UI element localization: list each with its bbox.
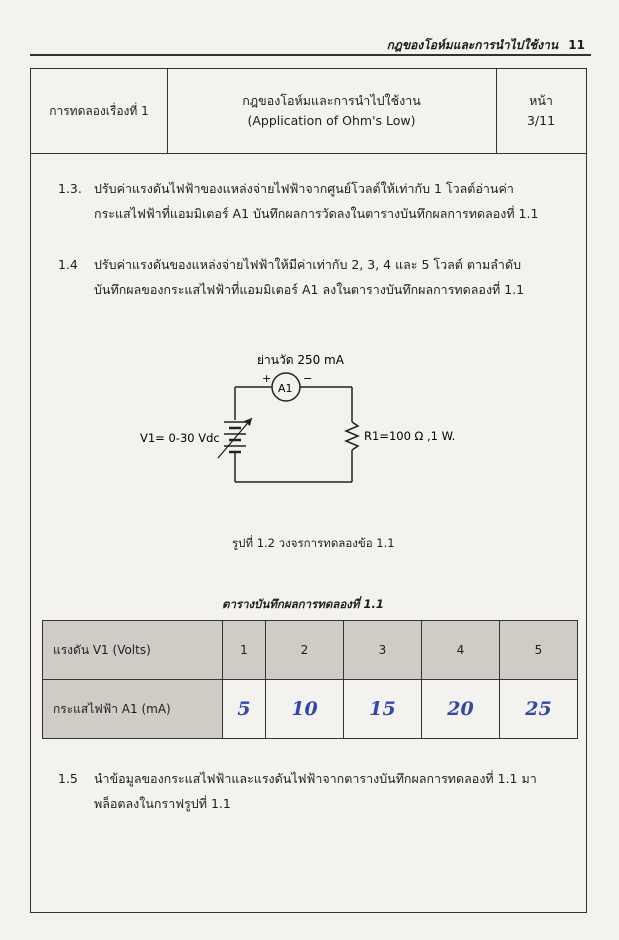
current-cell[interactable]: 5 — [223, 680, 266, 739]
results-table — [42, 620, 578, 739]
page-box — [497, 69, 585, 153]
circuit-diagram — [140, 350, 460, 500]
range-label: ย่านวัด 250 mA — [257, 353, 344, 367]
voltage-cell: 1 — [223, 621, 266, 680]
voltage-row-label: แรงดัน V1 (Volts) — [43, 621, 223, 680]
step-text: ปรับค่าแรงดันของแหล่งจ่ายไฟฟ้าให้มีค่าเท่ากับ 2, 3, 4 และ 5 โวลต์ ตามลำดับ บันทึกผลของกระแสไฟฟ้าที่แอมมิเตอร์ A1 ลงในตารางบันทึกผลการทดลองที่ 1.1 — [94, 257, 525, 297]
experiment-title — [167, 69, 497, 153]
step-1-5 — [58, 766, 548, 816]
page-number: 11 — [568, 38, 585, 52]
page-label: หน้า — [529, 93, 553, 108]
current-cell[interactable]: 15 — [343, 680, 421, 739]
resistor-label: R1=100 Ω ,1 W. — [364, 429, 456, 443]
current-row — [43, 680, 578, 739]
voltage-cell: 3 — [343, 621, 421, 680]
table-caption: ตารางบันทึกผลการทดลองที่ 1.1 — [222, 597, 384, 611]
ammeter-minus: − — [303, 372, 313, 385]
step-number: 1.5 — [58, 771, 78, 786]
experiment-label: การทดลองเรื่องที่ 1 — [31, 69, 168, 153]
resistor-symbol — [346, 422, 358, 450]
step-number: 1.4 — [58, 257, 78, 272]
figure-caption: รูปที่ 1.2 วงจรการทดลองข้อ 1.1 — [232, 536, 395, 550]
voltage-cell: 2 — [265, 621, 343, 680]
current-cell[interactable]: 20 — [421, 680, 499, 739]
ammeter-plus: + — [262, 372, 272, 385]
battery-symbol — [218, 418, 252, 458]
current-row-label: กระแสไฟฟ้า A1 (mA) — [43, 680, 223, 739]
title-thai: กฎของโอห์มและการนำไปใช้งาน — [242, 93, 421, 108]
voltage-cell: 5 — [499, 621, 577, 680]
step-text: นำข้อมูลของกระแสไฟฟ้าและแรงดันไฟฟ้าจากตารางบันทึกผลการทดลองที่ 1.1 มาพล็อตลงในกราฟรูปที่ 1.1 — [94, 771, 537, 811]
step-text: ปรับค่าแรงดันไฟฟ้าของแหล่งจ่ายไฟฟ้าจากศูนย์โวลต์ให้เท่ากับ 1 โวลต์อ่านค่ากระแสไฟฟ้าที่แอมมิเตอร์ A1 บันทึกผลการวัดลงในตารางบันทึกผลการทดลองที่ 1.1 — [94, 181, 539, 221]
running-header — [387, 36, 585, 55]
header-rule — [30, 54, 591, 56]
current-cell[interactable]: 10 — [265, 680, 343, 739]
page-value: 3/11 — [526, 113, 556, 128]
source-label: V1= 0-30 Vdc — [140, 431, 220, 445]
ammeter-label: A1 — [278, 382, 293, 395]
step-1-3 — [58, 176, 548, 226]
header-box — [31, 69, 586, 154]
voltage-cell: 4 — [421, 621, 499, 680]
step-number: 1.3. — [58, 181, 82, 196]
title-english: (Application of Ohm's Low) — [247, 113, 416, 128]
current-cell[interactable]: 25 — [499, 680, 577, 739]
voltage-row — [43, 621, 578, 680]
running-header-title: กฎของโอห์มและการนำไปใช้งาน — [386, 38, 559, 52]
step-1-4 — [58, 252, 548, 302]
